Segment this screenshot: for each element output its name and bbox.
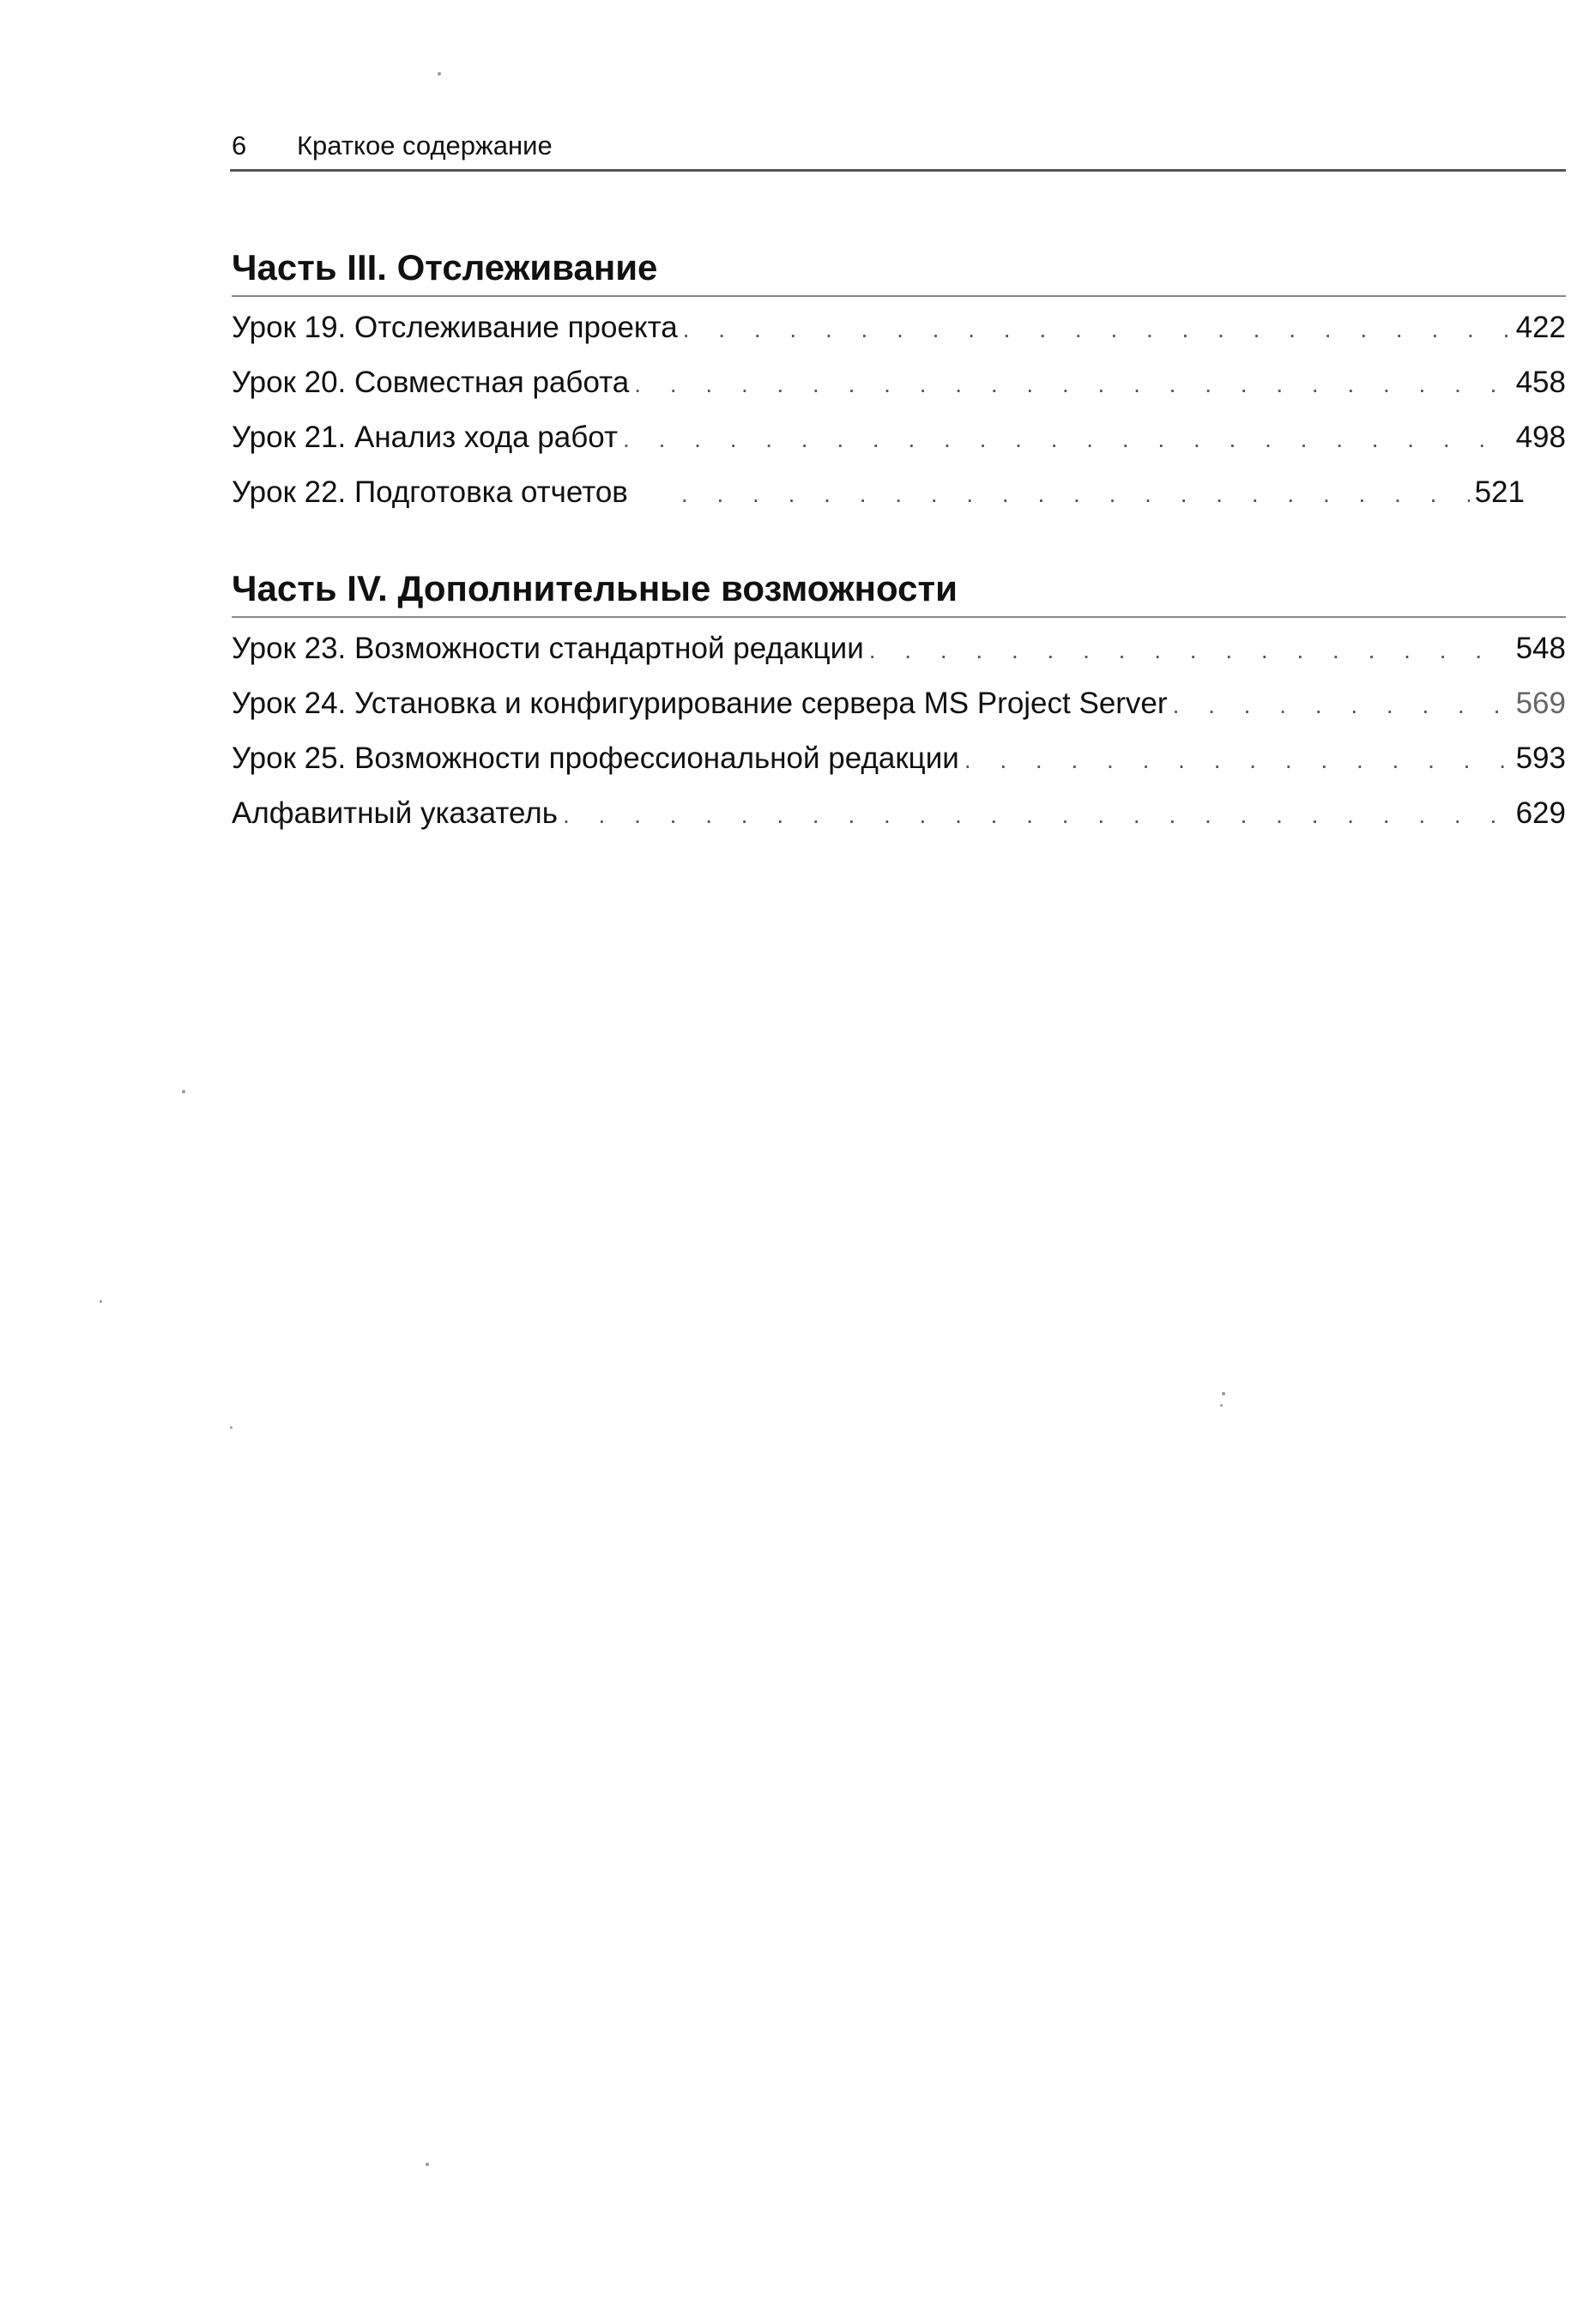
toc-entry-page: 498 — [1515, 421, 1566, 454]
scan-speck — [182, 1090, 185, 1093]
toc-entry-page: 593 — [1515, 741, 1566, 775]
dot-leader — [683, 311, 1511, 348]
dot-leader — [623, 421, 1511, 458]
toc-entry-title: Алфавитный указатель — [232, 796, 558, 830]
toc-entry-title: Урок 21. Анализ хода работ — [232, 421, 619, 454]
toc-entry-page: 458 — [1515, 366, 1566, 399]
toc-entry-title: Урок 24. Установка и конфигурирование сервера MS Project Server — [232, 687, 1168, 720]
scan-speck — [426, 2163, 429, 2166]
part-title: Часть III. Отслеживание — [232, 245, 1566, 297]
scan-speck — [100, 1300, 102, 1303]
dot-leader — [869, 632, 1511, 669]
running-head — [232, 129, 1566, 172]
dot-leader — [634, 366, 1510, 403]
page-number: 6 — [232, 130, 247, 160]
toc-list — [232, 630, 1566, 850]
toc-entry[interactable] — [232, 474, 1566, 529]
toc-entry[interactable] — [232, 740, 1566, 795]
toc-entry-title: Урок 20. Совместная работа — [232, 366, 630, 399]
toc-entry[interactable] — [232, 419, 1566, 474]
dot-leader — [1173, 687, 1511, 724]
toc-entry-page: 629 — [1515, 796, 1566, 830]
toc-entry-page: 548 — [1515, 632, 1566, 665]
dot-leader — [964, 741, 1511, 779]
scan-speck — [230, 1426, 233, 1429]
toc-entry[interactable] — [232, 309, 1566, 364]
header-rule — [230, 169, 1566, 172]
toc-entry-title: Урок 22. Подготовка отчетов — [232, 475, 628, 509]
part-4-section — [232, 566, 1566, 850]
part-title: Часть IV. Дополнительные возможности — [232, 566, 1566, 618]
toc-entry[interactable] — [232, 685, 1566, 740]
toc-entry-title: Урок 25. Возможности профессиональной редакции — [232, 741, 959, 775]
dot-leader — [563, 796, 1511, 834]
toc-list — [232, 309, 1566, 529]
toc-entry-title: Урок 19. Отслеживание проекта — [232, 311, 678, 344]
toc-entry-page: 521 — [1474, 475, 1525, 509]
toc-entry-title: Урок 23. Возможности стандартной редакции — [232, 632, 864, 665]
toc-entry[interactable] — [232, 795, 1566, 850]
scan-speck — [438, 72, 441, 76]
toc-entry[interactable] — [232, 364, 1566, 419]
running-head-title: Краткое содержание — [297, 130, 553, 160]
toc-entry-page: 569 — [1515, 687, 1566, 720]
scan-speck — [1222, 1392, 1225, 1395]
toc-entry-page: 422 — [1515, 311, 1566, 344]
scan-speck — [1220, 1404, 1223, 1407]
toc-entry[interactable] — [232, 630, 1566, 685]
part-3-section — [232, 245, 1566, 529]
dot-leader — [681, 475, 1470, 513]
